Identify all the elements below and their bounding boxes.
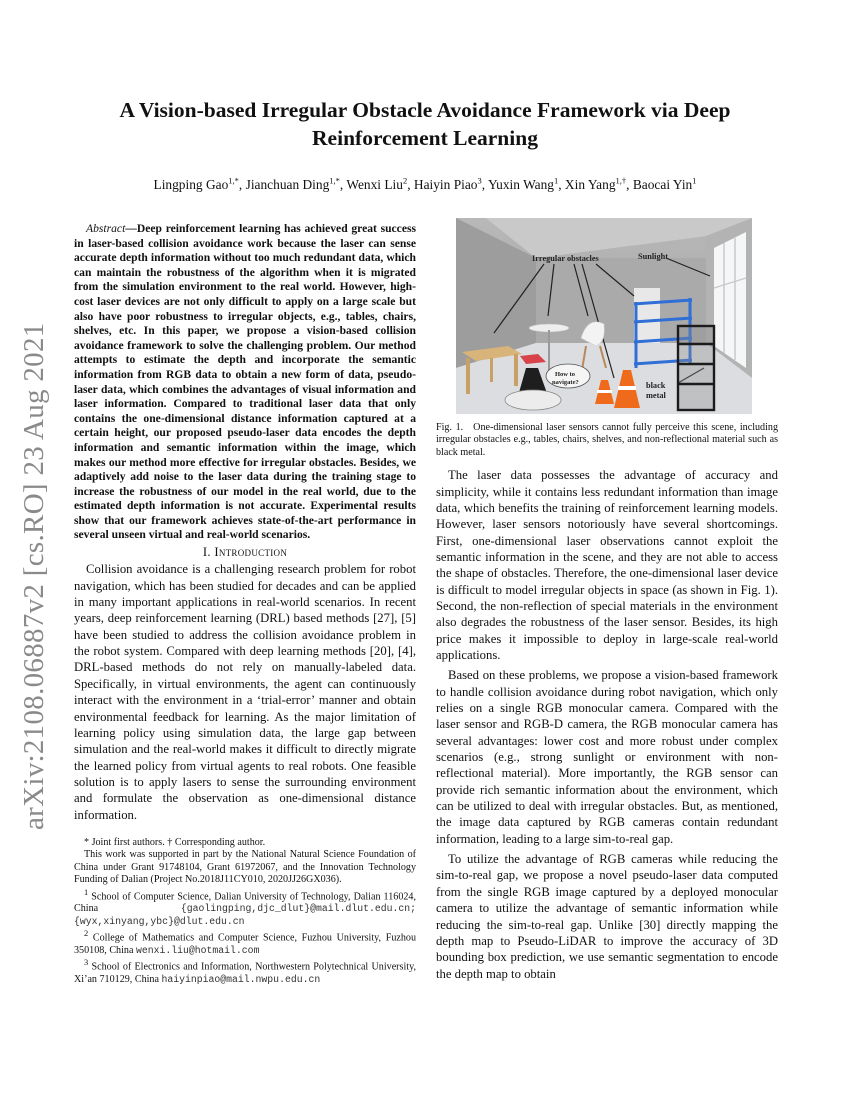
author: Haiyin Piao$^3$, <box>413 176 488 193</box>
author: Lingping Gao$^{1,*}$, <box>153 176 246 193</box>
left-column <box>74 222 416 986</box>
figure-1-caption: Fig. 1. One-dimensional laser sensors cannot fully perceive this scene, including irregular obstacles e.g., tables, chairs, shelves, and non-reflectional material such as black metal. <box>436 422 778 458</box>
author: Jianchuan Ding$^{1,*}$, <box>245 176 347 193</box>
author: Xin Yang$^{1,\dagger}$, <box>564 176 633 193</box>
author: Wenxi Liu$^2$, <box>346 176 414 193</box>
footnote-funding: This work was supported in part by the National Natural Science Foundation of China under Grant 91748104, Grant 61972067, and the Innovation Technology Funding of Dalian (Project No.2018J11CY010, 2020JJ26GX036). <box>74 849 416 886</box>
footnotes <box>74 837 416 987</box>
email-link[interactable]: haiyinpiao@mail.nwpu.edu.cn <box>161 974 321 986</box>
email-link[interactable]: wenxi.liu@hotmail.com <box>135 944 260 956</box>
paragraph: Collision avoidance is a challenging research problem for robot navigation, which has been studied for decades and can be applied in many important applications in real-world scenarios. In recent years, deep reinforcement learning (DRL) based methods [27], [5] have been studied to address the collision avoidance problem in the robot system. Compared with deep learning methods [20], [4], DRL-based methods do not rely on manually-labeled data. Specifically, in virtual environments, the agent can continuously interact with the environment in a ‘trial-error’ manner and obtain environmental feedback for learning. As the major limitation of learning policy using simulation data, the large gap between simulation and the real-world makes it difficult to directly migrate the learned policy from virtual agents to real robots. One feasible solution is to apply lasers to sense the surrounding environment and formulate the observation as one-dimensional distance information. <box>74 562 416 822</box>
footnote-affiliation-2: $^2$ College of Mathematics and Computer Science, Fuzhou University, Fuzhou 350108, China wenxi.liu@hotmail.com <box>74 929 416 956</box>
label-irregular-obstacles: Irregular obstacles <box>532 254 599 263</box>
paragraph: Based on these problems, we propose a vision-based framework to handle collision avoidance during robot navigation, which only relies on a single RGB monocular camera. Compared with the laser sensor and RGB-D camera, the RGB monocular camera has several advantages: lower cost and more robust under complex scenarios (e.g., strong sunlight or environment with non-reflectional material). More importantly, the RGB sensor can provide rich semantic information about the environment, which can be utilized to deal with irregular obstacles. But, as mentioned, the image data captured by RGB cameras contain redundant information, leading to a large sim-to-real gap. <box>436 668 778 846</box>
label-sunlight: Sunlight <box>638 252 668 261</box>
label-how-to: How to <box>555 371 576 378</box>
abstract: Abstract—Deep reinforcement learning has achieved great success in laser-based collision avoidance work because the laser can sense accurate depth information without too much redundant data, which can maintain the robustness of the algorithm when it is migrated from the simulation environment to the real world. However, high-cost laser devices are not only difficult to apply on a large scale but also have poor robustness to irregular objects, e.g., tables, chairs, shelves, etc. In this paper, we propose a vision-based collision avoidance framework to solve the challenging problem. Our method attempts to estimate the depth and incorporate the semantic information from RGB data to obtain a new form of data, pseudo-laser data, which combines the advantages of visual information and laser information. Compared to traditional laser data that only contains the one-dimensional distance information captured at a certain height, our proposed pseudo-laser data encodes the depth information and semantic information within the image, which makes our method more effective for irregular obstacles. Besides, we adaptively add noise to the laser data during the training stage to increase the robustness of our model in the real world, due to the estimated depth information is not accurate. Experimental results show that our framework achieves state-of-the-art performance in several unseen virtual and real-world scenarios. <box>74 222 416 542</box>
footnote-affiliation-1: $^1$ School of Computer Science, Dalian University of Technology, Dalian 116024, China {gaolingping,djc_dlut}@mail.dlut.edu.cn; {wyx,xinyang,ybc}@dlut.edu.cn <box>74 887 416 927</box>
label-metal: metal <box>646 391 666 400</box>
abstract-text: Deep reinforcement learning has achieved great success in laser-based collision avoidance work because the laser can sense accurate depth information without too much redundant data, which can maintain the robustness of the algorithm when it is migrated from the simulation environment to the real world. However, high-cost laser devices are not only difficult to apply on a large scale but also have poor robustness to irregular objects, e.g., tables, chairs, shelves, etc. In this paper, we propose a vision-based collision avoidance framework to solve the challenging problem. Our method attempts to estimate the depth and incorporate the semantic information from RGB data to obtain a new form of data, pseudo-laser data, which combines the advantages of visual information and laser information. Compared to traditional laser data that only contains the one-dimensional distance information captured at a certain height, our proposed pseudo-laser data encodes the depth information and semantic information within the image, which makes our method more effective for irregular obstacles. Besides, we adaptively add noise to the laser data during the training stage to increase the robustness of our model in the real world, due to the estimated depth information is not accurate. Experimental results show that our framework achieves state-of-the-art performance in several unseen virtual and real-world scenarios. <box>74 222 416 542</box>
right-column <box>436 216 778 982</box>
room-scene-illustration <box>456 218 752 414</box>
black-shelf-icon <box>678 326 714 410</box>
footnote-joint-authors: * Joint first authors. † Corresponding author. <box>84 836 266 848</box>
author-list <box>60 176 790 193</box>
abstract-lead: Abstract <box>86 222 126 235</box>
footnote-affiliation-3: $^3$ School of Electronics and Information, Northwestern Polytechnical University, Xi’an 710129, China haiyinpiao@mail.nwpu.edu.cn <box>74 958 416 986</box>
figure-1-image <box>456 218 752 414</box>
author: Baocai Yin$^1$ <box>632 176 697 193</box>
email-link[interactable]: {gaolingping,djc_dlut}@mail.dlut.edu.cn; {wyx,xinyang,ybc}@dlut.edu.cn <box>74 903 416 927</box>
paragraph: The laser data possesses the advantage of accuracy and simplicity, while it contains less redundant information than image data, which benefits the training of reinforcement learning models. However, laser sensors notoriously have several shortcomings. First, one-dimensional laser observations cannot exploit the semantic information in the scene, and they are not able to access the shape of obstacles. Therefore, the one-dimensional laser device is difficult to model irregular objects in space (as shown in Fig. 1). Second, the non-reflection of special materials in the environment also degrades the robustness of the laser sensor. Besides, its high price makes it impossible to deploy in large-scale real-world applications. <box>436 468 778 662</box>
paper-title: A Vision-based Irregular Obstacle Avoidance Framework via Deep Reinforcement Learning <box>119 98 731 150</box>
label-navigate: navigate? <box>552 379 579 386</box>
window-icon <box>714 232 746 368</box>
figure-number: Fig. 1. <box>436 422 464 433</box>
section-heading-introduction: I. Introduction <box>202 545 288 560</box>
paragraph: To utilize the advantage of RGB cameras while reducing the sim-to-real gap, we propose a novel pseudo-laser data computed from the single RGB image captured by a deployed monocular camera to utilize the advantage of semantic information while reducing the sim-to-real gap. Unlike [30] directly mapping the depth map to Pseudo-LiDAR to improve the accuracy of 3D bounding box prediction, we use semantic segmentation to encode the depth map to obtain <box>436 852 778 981</box>
author: Yuxin Wang$^1$, <box>487 176 565 193</box>
label-black: black <box>646 381 666 390</box>
arxiv-identifier-stamp: arXiv:2108.06887v2 [cs.RO] 23 Aug 2021 <box>18 322 50 830</box>
figure-1 <box>436 216 778 412</box>
